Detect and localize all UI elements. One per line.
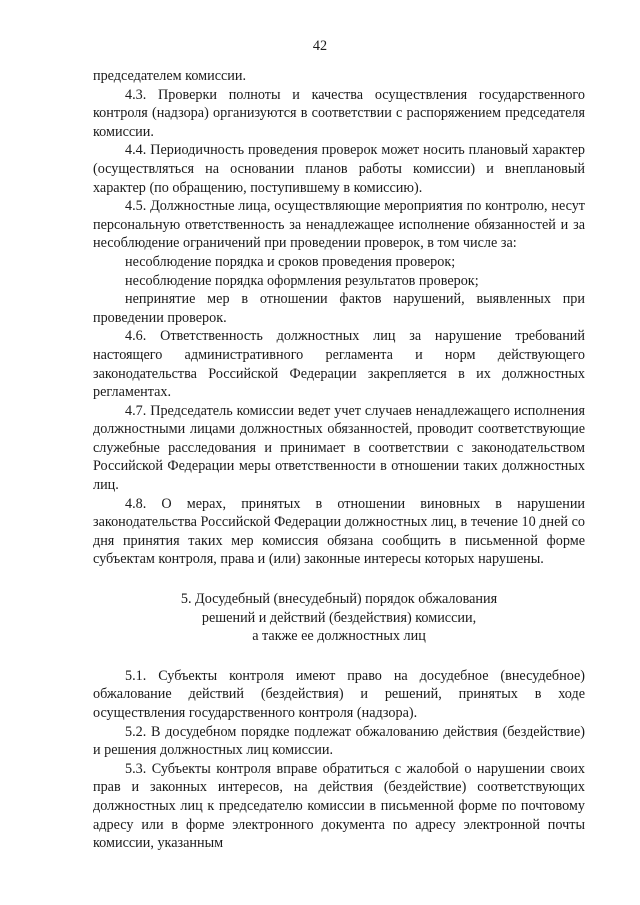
paragraph-4-7: 4.7. Председатель комиссии ведет учет случаев ненадлежащего исполнения должностными лицами должностных обязанностей, проводит соответствующие служебные расследования и принимает в соответствии с законодательством Российской Федерации меры ответственности в отношении таких должностных лиц. <box>93 402 585 494</box>
paragraph-5-1: 5.1. Субъекты контроля имеют право на досудебное (внесудебное) обжалование действий (бездействия) и решений, принятых в ходе осуществления государственного контроля (надзора). <box>93 667 585 721</box>
paragraph-4-6: 4.6. Ответственность должностных лиц за нарушение требований настоящего административного регламента и норм действующего законодательства Российской Федерации закрепляется в их должностных регламентах. <box>93 328 585 401</box>
list-item: несоблюдение порядка оформления результатов проверок; <box>125 272 479 289</box>
paragraph-4-8: 4.8. О мерах, принятых в отношении виновных в нарушении законодательства Российской Федерации должностных лиц, в течение 10 дней со дня принятия таких мер комиссия обязана сообщить в письменной форме субъектам контроля, права и (или) законные интересы которых нарушены. <box>93 495 585 568</box>
paragraph-4-5: 4.5. Должностные лица, осуществляющие мероприятия по контролю, несут персональную ответственность за ненадлежащее исполнение обязанностей и за несоблюдение ограничений при проведении проверок, в том числе за: <box>93 198 585 252</box>
paragraph-5-2: 5.2. В досудебном порядке подлежат обжалованию действия (бездействие) и решения должностных лиц комиссии. <box>93 723 585 759</box>
paragraph-continuation: председателем комиссии. <box>93 68 247 84</box>
page-number: 42 <box>312 38 328 54</box>
section-heading <box>93 590 585 646</box>
list-item: непринятие мер в отношении фактов нарушений, выявленных при проведении проверок. <box>93 291 585 326</box>
section-heading-line: а также ее должностных лиц <box>252 628 426 645</box>
document-body <box>93 67 585 853</box>
list-item: несоблюдение порядка и сроков проведения проверок; <box>125 253 456 270</box>
paragraph-5-3: 5.3. Субъекты контроля вправе обратиться с жалобой о нарушении своих прав и законных интересов, на действия (бездействие) соответствующих должностных лиц к председателю комиссии в письменной форме по почтовому адресу или в форме электронного документа по адресу электронной почты комиссии, указанным <box>93 760 585 852</box>
paragraph-4-4: 4.4. Периодичность проведения проверок может носить плановый характер (осуществляться на основании планов работы комиссии) и внеплановый характер (по обращению, поступившему в комиссию). <box>93 142 585 196</box>
section-heading-line: решений и действий (бездействия) комиссии, <box>201 609 477 626</box>
paragraph-4-3: 4.3. Проверки полноты и качества осуществления государственного контроля (надзора) организуются в соответствии с распоряжением председателя комиссии. <box>93 86 585 140</box>
section-heading-line: 5. Досудебный (внесудебный) порядок обжалования <box>180 591 498 608</box>
